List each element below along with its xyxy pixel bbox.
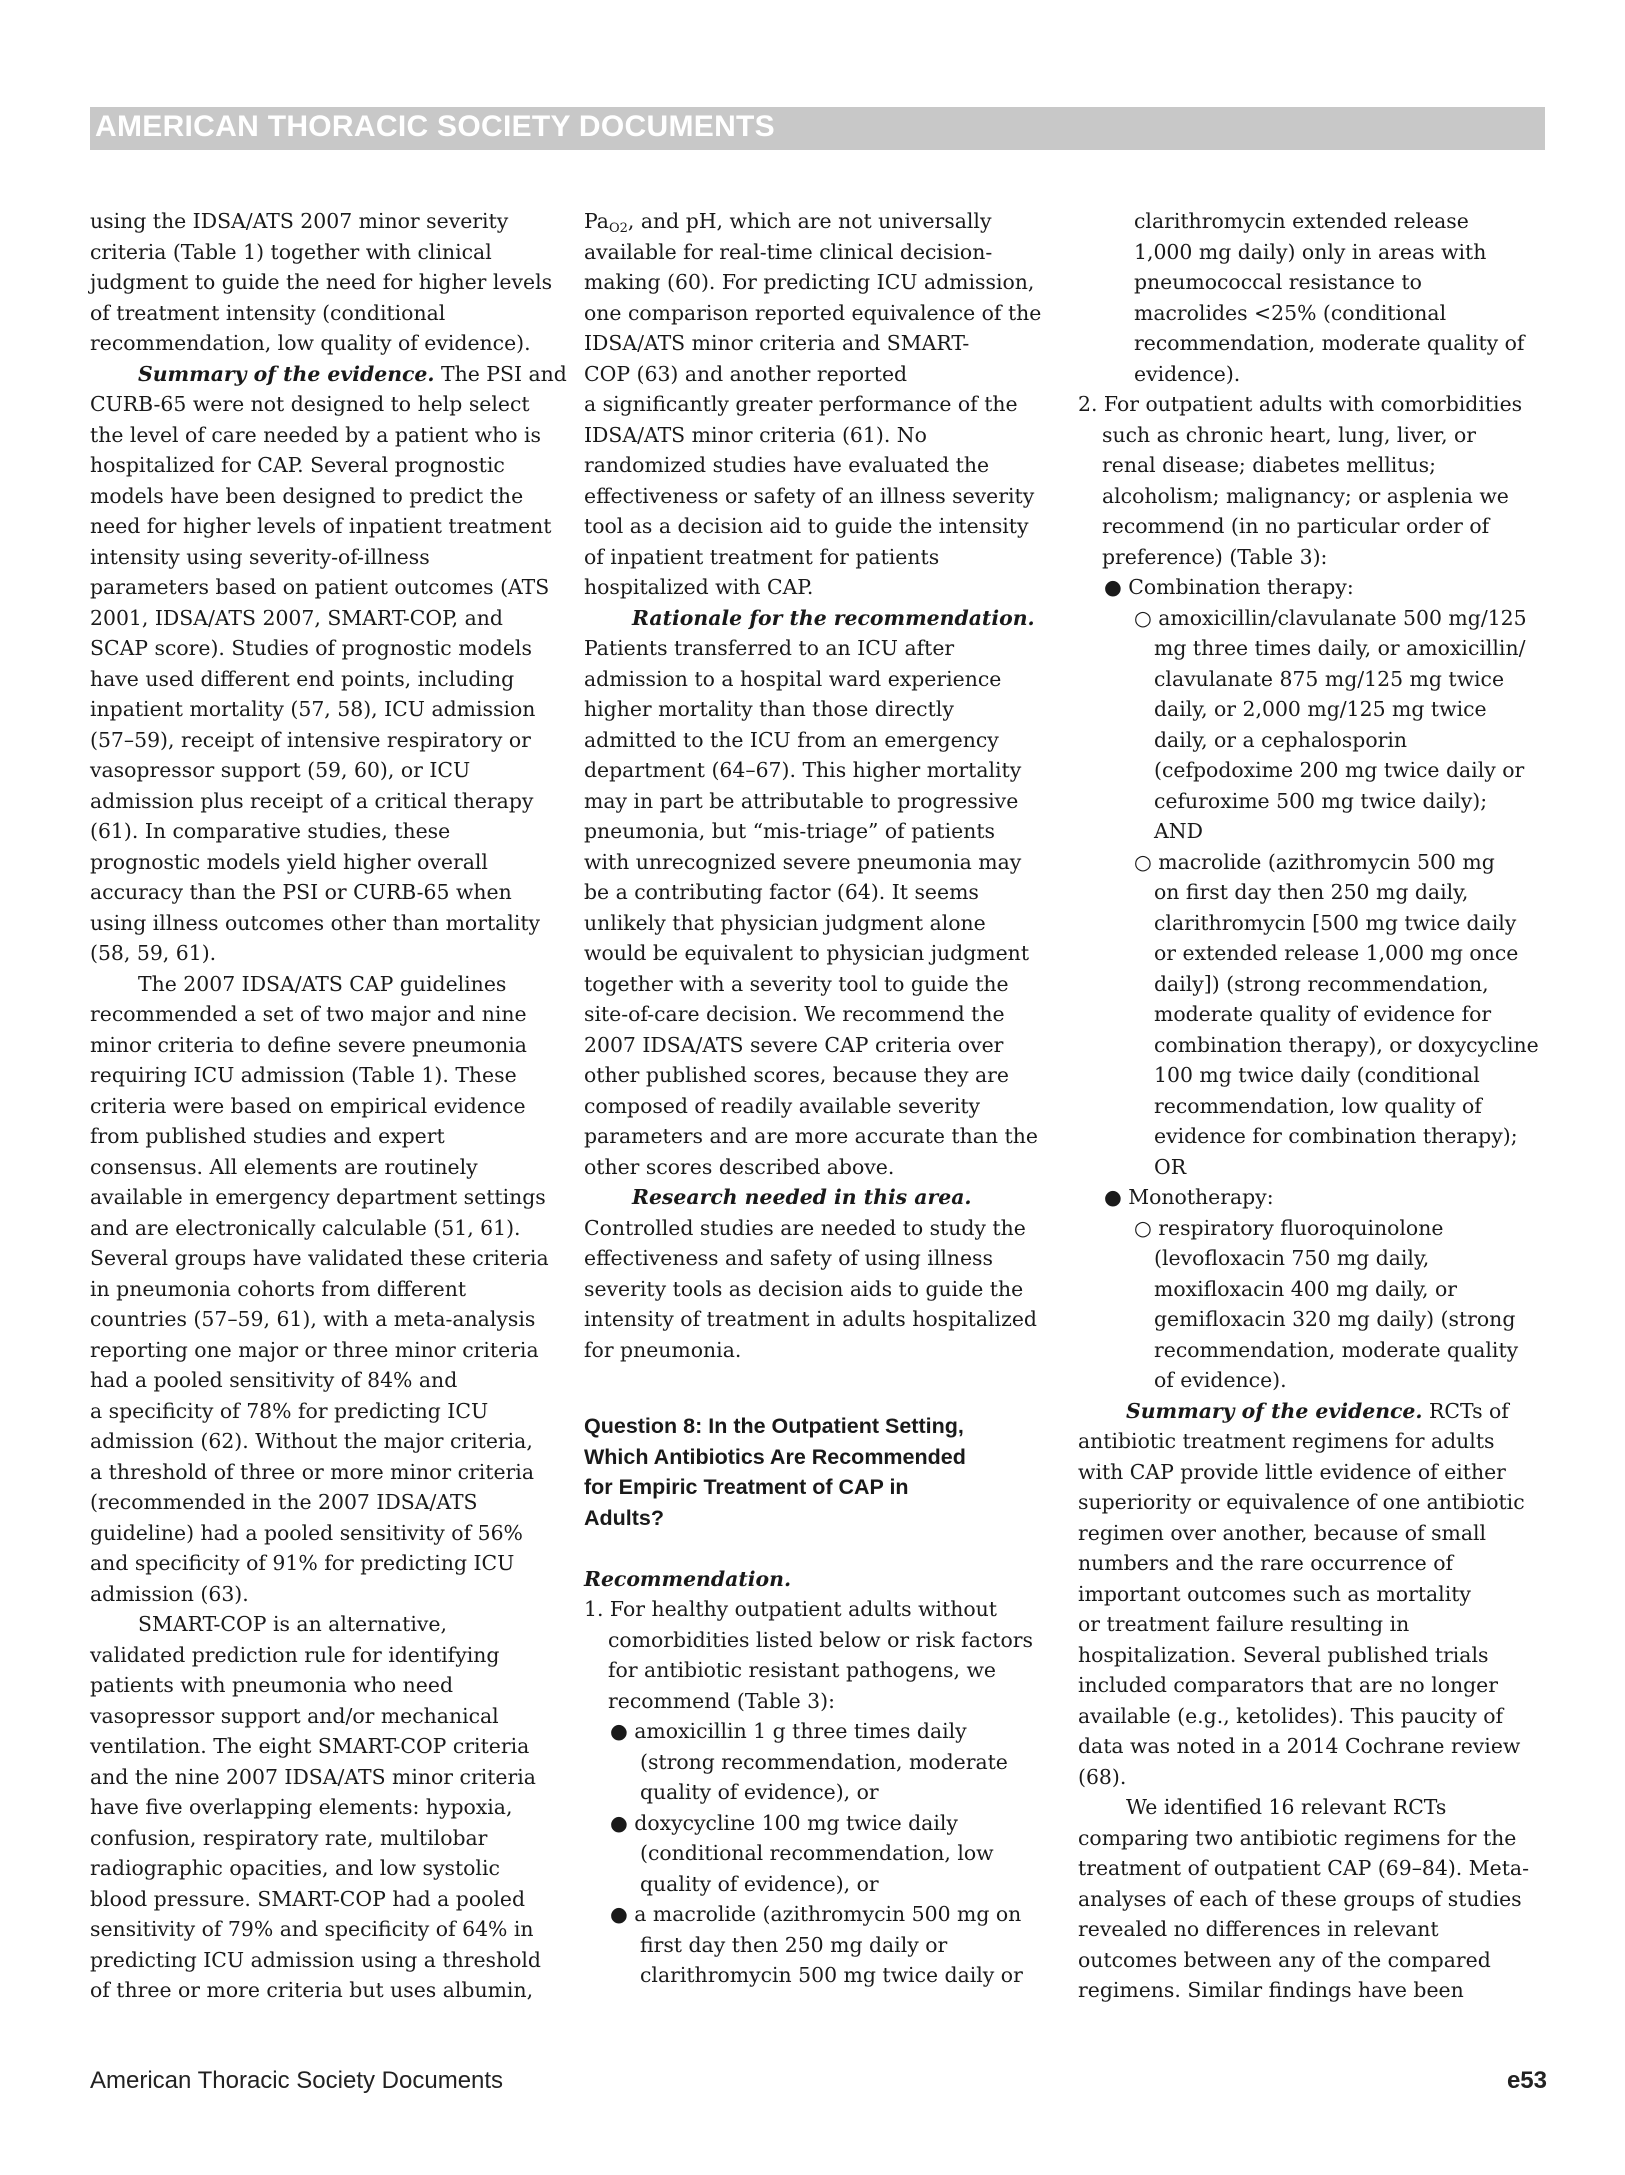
text-line: mg three times daily, or amoxicillin/ bbox=[1154, 636, 1526, 660]
run-in-heading: Summary of the evidence. bbox=[138, 361, 435, 386]
question-heading bbox=[584, 1411, 1054, 1533]
text-line: requiring ICU admission (Table 1). These bbox=[90, 1063, 517, 1087]
text-line: with CAP provide little evidence of either bbox=[1078, 1459, 1506, 1484]
sub-item-first-line: ○ amoxicillin/clavulanate 500 mg/125 bbox=[1134, 605, 1527, 630]
paragraph bbox=[90, 1640, 560, 2006]
text-line: of three or more criteria but uses albumin, bbox=[90, 1978, 534, 2002]
text-line: 2001, IDSA/ATS 2007, SMART-COP, and bbox=[90, 605, 503, 630]
text-line: other published scores, because they are bbox=[584, 1063, 1009, 1087]
text-line: evidence). bbox=[1134, 361, 1241, 386]
text-line: available for real-time clinical decision- bbox=[584, 239, 993, 264]
text-line: clavulanate 875 mg/125 mg twice bbox=[1154, 666, 1505, 691]
text-line: 1,000 mg daily) only in areas with bbox=[1134, 239, 1487, 264]
text-line: vasopressor support and/or mechanical bbox=[90, 1703, 499, 1728]
text-line: confusion, respiratory rate, multilobar bbox=[90, 1825, 488, 1850]
paragraph bbox=[584, 237, 1054, 603]
text-line: parameters and are more accurate than the bbox=[584, 1124, 1038, 1148]
text-line: daily, or 2,000 mg/125 mg twice bbox=[1154, 697, 1487, 721]
text-line: admitted to the ICU from an emergency bbox=[584, 727, 999, 752]
numbered-item-first-line: 2. For outpatient adults with comorbidities bbox=[1078, 392, 1523, 416]
text-line: a specificity of 78% for predicting ICU bbox=[90, 1398, 489, 1423]
section-header-bar bbox=[90, 107, 1545, 150]
text-line: with unrecognized severe pneumonia may bbox=[584, 849, 1022, 874]
bullet-item bbox=[584, 1747, 1054, 1808]
text-line: regimens. Similar findings have been bbox=[1078, 1978, 1464, 2002]
bullet-item-first-line: ● doxycycline 100 mg twice daily bbox=[610, 1810, 958, 1835]
text-line: (68). bbox=[1078, 1764, 1127, 1789]
sub-item bbox=[1078, 633, 1548, 847]
run-in-heading: Summary of the evidence. bbox=[1126, 1398, 1423, 1423]
numbered-item bbox=[1078, 420, 1548, 573]
text-line: sensitivity of 79% and specificity of 64% in bbox=[90, 1917, 534, 1941]
text-line: recommendation, low quality of evidence). bbox=[90, 331, 531, 355]
text-line: moxifloxacin 400 mg daily, or bbox=[1154, 1276, 1458, 1301]
text-line: hospitalized with CAP. bbox=[584, 575, 814, 599]
text-line: available (e.g., ketolides). This paucity of bbox=[1078, 1703, 1504, 1728]
numbered-item-first-line: 1. For healthy outpatient adults without bbox=[584, 1597, 997, 1621]
text-line: using the IDSA/ATS 2007 minor severity bbox=[90, 209, 509, 233]
text-line: of inpatient treatment for patients bbox=[584, 544, 940, 569]
text-line: of treatment intensity (conditional bbox=[90, 300, 446, 325]
text-line: SCAP score). Studies of prognostic models bbox=[90, 636, 532, 660]
text-line: one comparison reported equivalence of the bbox=[584, 300, 1042, 325]
section-header-title: AMERICAN THORACIC SOCIETY DOCUMENTS bbox=[95, 110, 775, 143]
text-line: a significantly greater performance of the bbox=[584, 392, 1018, 416]
text-line: recommend (Table 3): bbox=[608, 1688, 835, 1713]
text-line: accuracy than the PSI or CURB-65 when bbox=[90, 880, 512, 904]
text-line: evidence for combination therapy); bbox=[1154, 1124, 1518, 1148]
text-line: Patients transferred to an ICU after bbox=[584, 636, 955, 660]
text-line: (61). In comparative studies, these bbox=[90, 819, 451, 843]
paragraph-first-line: We identified 16 relevant RCTs bbox=[1126, 1795, 1447, 1819]
subscript: O2 bbox=[608, 221, 628, 236]
text-line: department (64–67). This higher mortality bbox=[584, 758, 1022, 782]
text-run: RCTs of bbox=[1422, 1398, 1509, 1423]
text-line: or extended release 1,000 mg once bbox=[1154, 941, 1519, 965]
paragraph bbox=[584, 1213, 1054, 1366]
text-line: on first day then 250 mg daily, bbox=[1154, 880, 1469, 904]
text-line: recommended a set of two major and nine bbox=[90, 1002, 527, 1026]
text-line: consensus. All elements are routinely bbox=[90, 1154, 478, 1179]
text-line: for pneumonia. bbox=[584, 1337, 742, 1362]
text-line: macrolides <25% (conditional bbox=[1134, 300, 1447, 325]
text-run: The PSI and bbox=[434, 361, 567, 386]
text-line: models have been designed to predict the bbox=[90, 483, 524, 508]
text-line: site-of-care decision. We recommend the bbox=[584, 1002, 1005, 1026]
text-line: (recommended in the 2007 IDSA/ATS bbox=[90, 1490, 478, 1514]
text-line: Several groups have validated these criteria bbox=[90, 1246, 549, 1270]
text-line: effectiveness or safety of an illness severity bbox=[584, 483, 1035, 508]
text-line: (conditional recommendation, low bbox=[640, 1841, 994, 1865]
text-line: criteria were based on empirical evidence bbox=[90, 1093, 526, 1118]
paragraph-first-line: The 2007 IDSA/ATS CAP guidelines bbox=[138, 971, 507, 996]
text-line: patients with pneumonia who need bbox=[90, 1673, 453, 1697]
text-line: intensity of treatment in adults hospitalized bbox=[584, 1307, 1037, 1331]
text-line: criteria (Table 1) together with clinical bbox=[90, 239, 492, 264]
text-line: ventilation. The eight SMART-COP criteria bbox=[90, 1734, 530, 1758]
text-line: Question 8: In the Outpatient Setting, bbox=[584, 1414, 964, 1438]
run-in-heading: Research needed in this area. bbox=[632, 1185, 972, 1209]
text-line: need for higher levels of inpatient treatment bbox=[90, 514, 552, 538]
text-column-1 bbox=[90, 206, 567, 2006]
text-line: pneumonia, but “mis-triage” of patients bbox=[584, 819, 995, 843]
text-line: revealed no differences in relevant bbox=[1078, 1917, 1439, 1941]
text-line: hospitalization. Several published trials bbox=[1078, 1642, 1489, 1667]
text-line: daily]) (strong recommendation, bbox=[1154, 971, 1489, 996]
text-line: higher mortality than those directly bbox=[584, 697, 954, 721]
text-line: first day then 250 mg daily or bbox=[640, 1932, 948, 1957]
text-line: CURB-65 were not designed to help select bbox=[90, 392, 530, 416]
text-line: available in emergency department settings bbox=[90, 1185, 546, 1209]
text-line: making (60). For predicting ICU admission, bbox=[584, 270, 1035, 294]
text-line: countries (57–59, 61), with a meta-analysis bbox=[90, 1307, 536, 1331]
text-line: unlikely that physician judgment alone bbox=[584, 910, 986, 935]
text-line: IDSA/ATS minor criteria and SMART- bbox=[584, 331, 970, 355]
text-line: blood pressure. SMART-COP had a pooled bbox=[90, 1886, 526, 1911]
text-line: outcomes between any of the compared bbox=[1078, 1947, 1491, 1972]
text-line: minor criteria to define severe pneumonia bbox=[90, 1032, 527, 1057]
text-line: a threshold of three or more minor criteria bbox=[90, 1459, 534, 1484]
text-line: numbers and the rare occurrence of bbox=[1078, 1551, 1454, 1575]
text-line: COP (63) and another reported bbox=[584, 361, 908, 386]
recommendation-heading bbox=[584, 1564, 1054, 1595]
text-column-2 bbox=[584, 206, 1054, 1991]
text-line: and the nine 2007 IDSA/ATS minor criteria bbox=[90, 1764, 536, 1789]
text-line: (levofloxacin 750 mg daily, bbox=[1154, 1246, 1430, 1270]
text-line: daily, or a cephalosporin bbox=[1154, 727, 1407, 752]
paragraph-heading-line bbox=[584, 603, 1054, 634]
text-line: from published studies and expert bbox=[90, 1124, 445, 1148]
run-in-heading: Recommendation. bbox=[584, 1566, 792, 1591]
text-line: superiority or equivalence of one antibiotic bbox=[1078, 1490, 1525, 1514]
text-line: IDSA/ATS minor criteria (61). No bbox=[584, 422, 927, 447]
text-line: preference) (Table 3): bbox=[1102, 544, 1328, 569]
sub-item-first-line: ○ respiratory fluoroquinolone bbox=[1134, 1215, 1444, 1240]
text-line: have five overlapping elements: hypoxia, bbox=[90, 1795, 513, 1819]
text-line: and are electronically calculable (51, 61). bbox=[90, 1215, 521, 1240]
text-line: alcoholism; malignancy; or asplenia we bbox=[1102, 483, 1509, 508]
text-line: guideline) had a pooled sensitivity of 56% bbox=[90, 1520, 523, 1545]
paragraph-first-line: SMART-COP is an alternative, bbox=[138, 1612, 447, 1636]
paragraph bbox=[90, 389, 560, 969]
text-line: composed of readily available severity bbox=[584, 1093, 981, 1118]
text-line: cefuroxime 500 mg twice daily); bbox=[1154, 788, 1488, 813]
sub-item bbox=[1078, 877, 1548, 1182]
text-line: radiographic opacities, and low systolic bbox=[90, 1856, 500, 1880]
text-line: quality of evidence), or bbox=[640, 1780, 879, 1804]
paragraph-first-line bbox=[584, 206, 1054, 237]
paragraph-heading-line bbox=[90, 359, 567, 390]
text-line: tool as a decision aid to guide the intensity bbox=[584, 514, 1029, 538]
text-line: pneumococcal resistance to bbox=[1134, 270, 1422, 294]
text-line: Which Antibiotics Are Recommended bbox=[584, 1444, 966, 1469]
text-line: recommend (in no particular order of bbox=[1102, 514, 1490, 538]
text-line: admission to a hospital ward experience bbox=[584, 666, 1002, 691]
numbered-item bbox=[584, 1625, 1054, 1717]
paragraph bbox=[1078, 1426, 1548, 1792]
text-line: had a pooled sensitivity of 84% and bbox=[90, 1368, 458, 1392]
text-line: treatment of outpatient CAP (69–84). Meta- bbox=[1078, 1856, 1529, 1880]
text-line: 100 mg twice daily (conditional bbox=[1154, 1063, 1480, 1087]
text-line: randomized studies have evaluated the bbox=[584, 453, 990, 477]
spacer bbox=[584, 1533, 1054, 1564]
text-line: predicting ICU admission using a threshold bbox=[90, 1947, 541, 1972]
text-line: analyses of each of these groups of studies bbox=[1078, 1886, 1522, 1911]
text-line: prognostic models yield higher overall bbox=[90, 849, 488, 874]
text-line: using illness outcomes other than mortality bbox=[90, 910, 541, 935]
text-line: Controlled studies are needed to study the bbox=[584, 1215, 1026, 1240]
text-line: inpatient mortality (57, 58), ICU admission bbox=[90, 697, 536, 721]
paragraph bbox=[1078, 1823, 1548, 2006]
text-line: included comparators that are no longer bbox=[1078, 1673, 1498, 1697]
text-line: (57–59), receipt of intensive respiratory or bbox=[90, 727, 531, 752]
bullet-item-first-line: ● Monotherapy: bbox=[1104, 1185, 1274, 1209]
text-line: admission (63). bbox=[90, 1581, 249, 1606]
text-line: be a contributing factor (64). It seems bbox=[584, 880, 979, 904]
text-line: clarithromycin extended release bbox=[1134, 209, 1469, 233]
text-line: other scores described above. bbox=[584, 1154, 895, 1179]
text-line: in pneumonia cohorts from different bbox=[90, 1276, 467, 1301]
text-line: for antibiotic resistant pathogens, we bbox=[608, 1658, 996, 1682]
paragraph bbox=[90, 999, 560, 1609]
text-line: the level of care needed by a patient who is bbox=[90, 422, 541, 447]
text-line: data was noted in a 2014 Cochrane review bbox=[1078, 1734, 1521, 1758]
text-line: severity tools as decision aids to guide the bbox=[584, 1276, 1024, 1301]
bullet-item-continuation bbox=[1078, 206, 1548, 389]
text-line: vasopressor support (59, 60), or ICU bbox=[90, 758, 471, 782]
text-line: antibiotic treatment regimens for adults bbox=[1078, 1429, 1495, 1453]
run-in-heading: Rationale for the recommendation. bbox=[632, 605, 1035, 630]
sub-item-first-line: ○ macrolide (azithromycin 500 mg bbox=[1134, 849, 1495, 874]
paragraph bbox=[584, 633, 1054, 1182]
text-line: for Empiric Treatment of CAP in bbox=[584, 1475, 909, 1499]
text-line: intensity using severity-of-illness bbox=[90, 544, 430, 569]
bullet-item-first-line: ● Combination therapy: bbox=[1104, 575, 1354, 599]
text-line: gemifloxacin 320 mg daily) (strong bbox=[1154, 1307, 1516, 1331]
text-line: hospitalized for CAP. Several prognostic bbox=[90, 453, 505, 477]
text-column-3 bbox=[1078, 206, 1548, 2006]
text-line: regimen over another, because of small bbox=[1078, 1520, 1487, 1545]
text-line: admission plus receipt of a critical therapy bbox=[90, 788, 534, 813]
text-line: admission (62). Without the major criteria, bbox=[90, 1429, 533, 1453]
text-line: together with a severity tool to guide the bbox=[584, 971, 1009, 996]
text-line: OR bbox=[1154, 1154, 1187, 1179]
text-line: may in part be attributable to progressive bbox=[584, 788, 1019, 813]
bullet-item-first-line: ● amoxicillin 1 g three times daily bbox=[610, 1719, 967, 1743]
text-line: quality of evidence), or bbox=[640, 1871, 879, 1896]
text-line: parameters based on patient outcomes (ATS bbox=[90, 575, 550, 599]
footer-page-number: e53 bbox=[1506, 2067, 1547, 2094]
text-line: would be equivalent to physician judgment bbox=[584, 941, 1030, 965]
paragraph-heading-line bbox=[584, 1182, 1054, 1213]
text-line: or treatment failure resulting in bbox=[1078, 1612, 1410, 1636]
text-run: , and pH, which are not universally bbox=[627, 209, 992, 233]
bullet-item bbox=[584, 1930, 1054, 1991]
text-line: recommendation, moderate quality bbox=[1154, 1337, 1519, 1362]
text-line: have used different end points, including bbox=[90, 666, 515, 691]
text-line: judgment to guide the need for higher levels bbox=[90, 270, 553, 294]
text-line: comorbidities listed below or risk factors bbox=[608, 1627, 1033, 1652]
text-line: AND bbox=[1154, 819, 1203, 843]
text-line: 2007 IDSA/ATS severe CAP criteria over bbox=[584, 1032, 1004, 1057]
text-line: Adults? bbox=[584, 1505, 665, 1530]
text-line: recommendation, moderate quality of bbox=[1134, 331, 1525, 355]
text-run: Pa bbox=[584, 209, 609, 233]
bullet-item-first-line: ● a macrolide (azithromycin 500 mg on bbox=[610, 1902, 1022, 1926]
text-line: important outcomes such as mortality bbox=[1078, 1581, 1471, 1606]
text-line: effectiveness and safety of using illness bbox=[584, 1246, 993, 1270]
text-line: moderate quality of evidence for bbox=[1154, 1002, 1492, 1026]
bullet-item bbox=[584, 1838, 1054, 1899]
text-line: reporting one major or three minor criteria bbox=[90, 1337, 539, 1362]
text-line: and specificity of 91% for predicting ICU bbox=[90, 1551, 515, 1575]
text-line: combination therapy), or doxycycline bbox=[1154, 1032, 1539, 1057]
text-line: clarithromycin [500 mg twice daily bbox=[1154, 910, 1517, 935]
text-line: validated prediction rule for identifying bbox=[90, 1642, 500, 1667]
sub-item bbox=[1078, 1243, 1548, 1396]
text-line: such as chronic heart, lung, liver, or bbox=[1102, 422, 1477, 447]
text-line: (strong recommendation, moderate bbox=[640, 1749, 1008, 1774]
spacer bbox=[584, 1365, 1054, 1411]
paragraph bbox=[90, 206, 560, 359]
text-line: renal disease; diabetes mellitus; bbox=[1102, 453, 1436, 477]
text-line: clarithromycin 500 mg twice daily or bbox=[640, 1963, 1023, 1987]
text-line: of evidence). bbox=[1154, 1368, 1287, 1392]
footer-journal-name: American Thoracic Society Documents bbox=[90, 2067, 504, 2094]
text-line: comparing two antibiotic regimens for the bbox=[1078, 1825, 1517, 1850]
paragraph-heading-line bbox=[1078, 1396, 1548, 1427]
text-line: recommendation, low quality of bbox=[1154, 1093, 1482, 1118]
text-line: (cefpodoxime 200 mg twice daily or bbox=[1154, 758, 1525, 782]
text-line: (58, 59, 61). bbox=[90, 941, 217, 965]
